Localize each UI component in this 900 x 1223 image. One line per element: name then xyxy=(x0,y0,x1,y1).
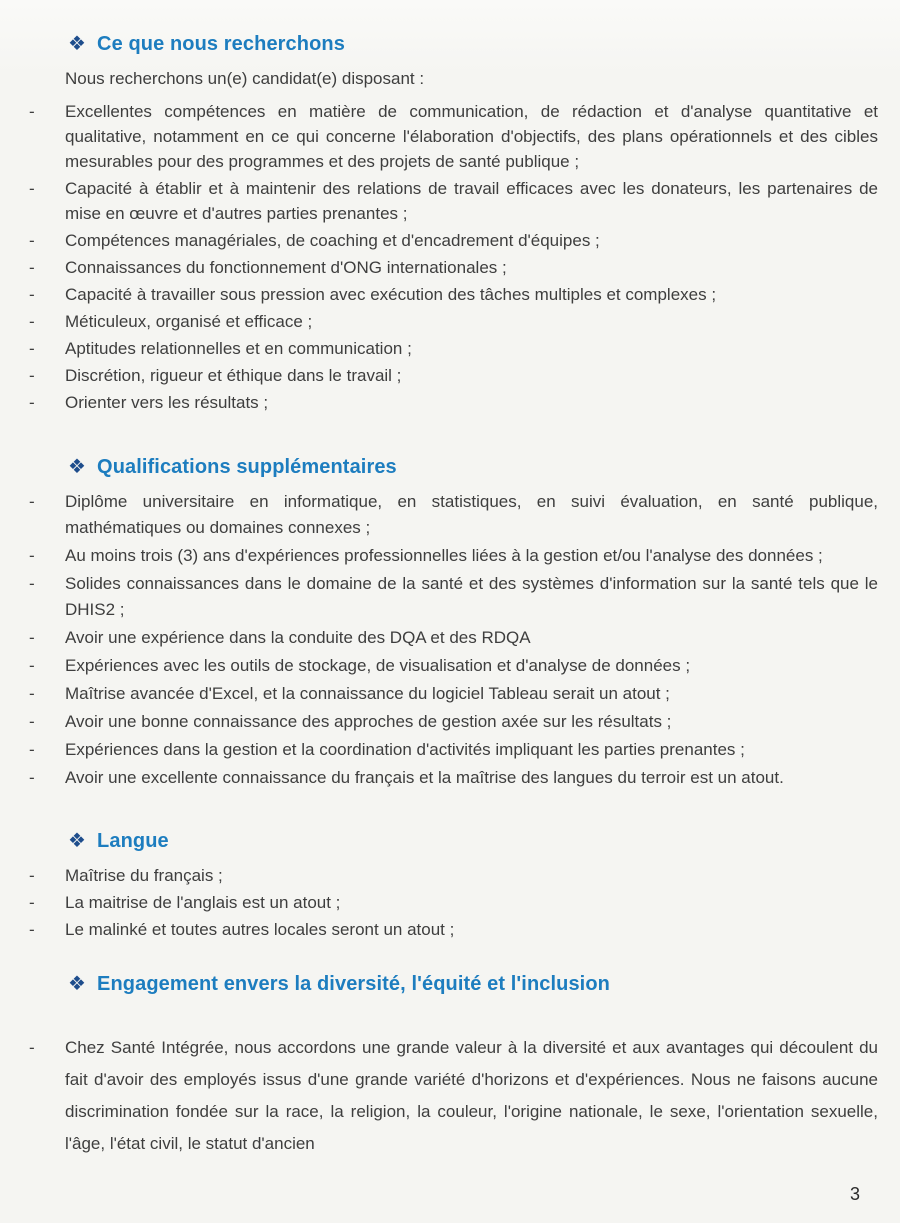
list-item xyxy=(29,709,878,735)
dash-bullet: - xyxy=(29,312,35,331)
paragraph-text: Chez Santé Intégrée, nous accordons une grande valeur à la diversité et aux avantages qui découlent du fait d'avoir des employés issus d'une grande variété d'horizons et d'expériences. Nous ne faisons aucune discrimination fondée sur la race, la religion, la couleur, l'origine nationale, le sexe, l'orientation sexuelle, l'âge, l'état civil, le statut d'ancien xyxy=(65,1038,878,1153)
dash-bullet: - xyxy=(29,231,35,250)
section-title-recherchons xyxy=(68,30,900,58)
list-item-text: Discrétion, rigueur et éthique dans le travail ; xyxy=(65,366,402,385)
dash-bullet: - xyxy=(29,684,35,703)
list-item xyxy=(29,176,878,226)
diamond-icon: ❖ xyxy=(68,973,87,995)
dash-bullet: - xyxy=(29,492,35,511)
list-item xyxy=(29,489,878,541)
list-item-text: Expériences avec les outils de stockage, de visualisation et d'analyse de données ; xyxy=(65,656,691,675)
list-item xyxy=(29,571,878,623)
list-item-text: Maîtrise du français ; xyxy=(65,866,223,885)
section-title-qualifications xyxy=(68,453,900,481)
dash-bullet: - xyxy=(29,574,35,593)
list-item xyxy=(29,99,878,174)
list-item-text: Orienter vers les résultats ; xyxy=(65,393,269,412)
list-item-text: Diplôme universitaire en informatique, en statistiques, en suivi évaluation, en santé publique, mathématiques ou domaines connexes ; xyxy=(65,492,878,537)
list-item-text: Aptitudes relationnelles et en communication ; xyxy=(65,339,412,358)
list-item-text: La maitrise de l'anglais est un atout ; xyxy=(65,893,341,912)
list-item-text: Capacité à établir et à maintenir des relations de travail efficaces avec les donateurs, les partenaires de mise en œuvre et d'autres parties prenantes ; xyxy=(65,179,878,223)
paragraph-item xyxy=(29,1032,878,1160)
recherchons-list xyxy=(0,99,900,415)
engagement-paragraph xyxy=(0,1032,900,1160)
list-item-text: Avoir une expérience dans la conduite des DQA et des RDQA xyxy=(65,628,531,647)
section-gap xyxy=(0,417,900,453)
list-item xyxy=(29,653,878,679)
qualifications-list xyxy=(0,489,900,791)
list-item-text: Connaissances du fonctionnement d'ONG internationales ; xyxy=(65,258,507,277)
list-item-text: Le malinké et toutes autres locales seront un atout ; xyxy=(65,920,455,939)
list-item xyxy=(29,543,878,569)
diamond-icon: ❖ xyxy=(68,456,87,478)
list-item xyxy=(29,765,878,791)
dash-bullet: - xyxy=(29,893,35,912)
list-item xyxy=(29,336,878,361)
dash-bullet: - xyxy=(29,866,35,885)
section-gap xyxy=(0,1006,900,1032)
list-item-text: Expériences dans la gestion et la coordination d'activités impliquant les parties prenantes ; xyxy=(65,740,745,759)
list-item-text: Capacité à travailler sous pression avec exécution des tâches multiples et complexes ; xyxy=(65,285,717,304)
dash-bullet: - xyxy=(29,768,35,787)
dash-bullet: - xyxy=(29,656,35,675)
section-gap xyxy=(0,793,900,827)
dash-bullet: - xyxy=(29,258,35,277)
dash-bullet: - xyxy=(29,740,35,759)
section-title-text: Qualifications supplémentaires xyxy=(97,456,397,478)
list-item xyxy=(29,309,878,334)
dash-bullet: - xyxy=(29,546,35,565)
page-number: 3 xyxy=(849,1184,860,1204)
list-item-text: Avoir une excellente connaissance du français et la maîtrise des langues du terroir est un atout. xyxy=(65,768,784,787)
section-title-text: Ce que nous recherchons xyxy=(97,33,345,55)
list-item-text: Au moins trois (3) ans d'expériences professionnelles liées à la gestion et/ou l'analyse des données ; xyxy=(65,546,823,565)
list-item xyxy=(29,737,878,763)
list-item xyxy=(29,282,878,307)
list-item-text: Méticuleux, organisé et efficace ; xyxy=(65,312,313,331)
list-item-text: Avoir une bonne connaissance des approches de gestion axée sur les résultats ; xyxy=(65,712,672,731)
list-item-text: Maîtrise avancée d'Excel, et la connaissance du logiciel Tableau serait un atout ; xyxy=(65,684,670,703)
section-title-engagement xyxy=(68,970,900,998)
dash-bullet: - xyxy=(29,712,35,731)
list-item-text: Compétences managériales, de coaching et d'encadrement d'équipes ; xyxy=(65,231,600,250)
dash-bullet: - xyxy=(29,366,35,385)
list-item xyxy=(29,255,878,280)
section-title-text: Langue xyxy=(97,830,169,852)
intro-line: Nous recherchons un(e) candidat(e) disposant : xyxy=(65,69,425,88)
dash-bullet: - xyxy=(29,393,35,412)
list-item xyxy=(29,890,878,915)
section-title-langue xyxy=(68,827,900,855)
dash-bullet: - xyxy=(29,628,35,647)
section-gap xyxy=(0,944,900,970)
dash-bullet: - xyxy=(29,1038,35,1057)
list-item-text: Solides connaissances dans le domaine de la santé et des systèmes d'information sur la santé tels que le DHIS2 ; xyxy=(65,574,878,619)
list-item xyxy=(29,681,878,707)
list-item xyxy=(29,228,878,253)
section-title-text: Engagement envers la diversité, l'équité et l'inclusion xyxy=(97,973,610,995)
diamond-icon: ❖ xyxy=(68,33,87,55)
dash-bullet: - xyxy=(29,920,35,939)
list-item xyxy=(29,363,878,388)
list-item xyxy=(29,917,878,942)
dash-bullet: - xyxy=(29,339,35,358)
list-item xyxy=(29,625,878,651)
langue-list xyxy=(0,863,900,942)
dash-bullet: - xyxy=(29,179,35,198)
dash-bullet: - xyxy=(29,102,35,121)
dash-bullet: - xyxy=(29,285,35,304)
list-item xyxy=(29,863,878,888)
diamond-icon: ❖ xyxy=(68,830,87,852)
list-item-text: Excellentes compétences en matière de communication, de rédaction et d'analyse quantitative et qualitative, notamment en ce qui concerne l'élaboration d'objectifs, des plans opérationnels et des cibles mesurables pour des programmes et des projets de santé publique ; xyxy=(65,102,878,171)
list-item xyxy=(29,390,878,415)
